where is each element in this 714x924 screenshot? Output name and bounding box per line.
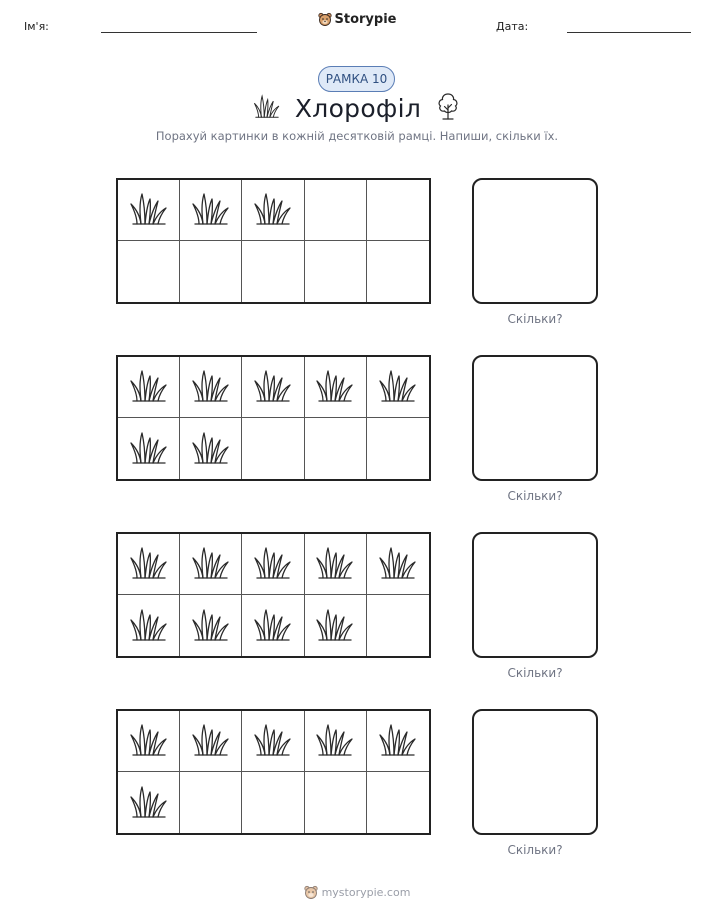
grass-icon [315,719,355,763]
name-line[interactable] [101,32,257,33]
grass-icon [315,604,355,648]
frame-cell [367,357,429,418]
frame-cell [180,241,242,302]
instructions: Порахуй картинки в кожній десятковій рамці. Напиши, скільки їх. [155,129,559,143]
grass-icon [129,188,169,232]
grass-icon [129,719,169,763]
grass-icon [253,604,293,648]
footer-site: mystorypie.com [321,886,411,899]
frame-cell [242,534,304,595]
grass-icon [253,719,293,763]
ten-frame-3 [116,532,431,658]
bear-icon [304,885,318,900]
grass-icon [315,542,355,586]
grass-icon [253,92,281,124]
frame-cell [118,772,180,833]
grass-icon [315,365,355,409]
grass-icon [129,781,169,825]
grass-icon [129,427,169,471]
grass-icon [191,188,231,232]
frame-cell [180,357,242,418]
grass-icon [191,719,231,763]
answer-box-3[interactable] [472,532,598,658]
frame-cell [118,357,180,418]
bear-icon [318,12,332,27]
frame-cell [242,418,304,479]
answer-box-1[interactable] [472,178,598,304]
how-many-label-3: Скільки? [507,666,563,680]
page-title: Хлорофіл [294,93,422,123]
frame-cell [180,595,242,656]
frame-cell [180,711,242,772]
answer-box-2[interactable] [472,355,598,481]
frame-cell [305,711,367,772]
answer-box-4[interactable] [472,709,598,835]
grass-icon [129,604,169,648]
frame-cell [367,595,429,656]
frame-cell [118,711,180,772]
how-many-label-4: Скільки? [507,843,563,857]
frame-cell [118,418,180,479]
frame-cell [305,595,367,656]
frame-cell [242,357,304,418]
date-line[interactable] [567,32,691,33]
how-many-label-2: Скільки? [507,489,563,503]
grass-icon [253,188,293,232]
frame-cell [180,534,242,595]
frame-cell [180,418,242,479]
frame-cell [242,180,304,241]
ten-frame-4 [116,709,431,835]
grass-icon [378,365,418,409]
frame-cell [242,711,304,772]
grass-icon [253,542,293,586]
grass-icon [378,542,418,586]
grass-icon [191,365,231,409]
how-many-label-1: Скільки? [507,312,563,326]
grass-icon [378,719,418,763]
grass-icon [191,427,231,471]
frame-cell [242,595,304,656]
frame-cell [367,241,429,302]
frame-cell [305,418,367,479]
frame-cell [180,772,242,833]
frame-cell [305,534,367,595]
frame-cell [242,241,304,302]
frame-cell [305,772,367,833]
grass-icon [129,542,169,586]
grass-icon [129,365,169,409]
footer [0,885,714,903]
frame-cell [305,357,367,418]
date-label: Дата: [496,20,529,33]
frame-badge: РАМКА 10 [318,66,395,92]
frame-cell [367,772,429,833]
brand-logo [0,12,714,31]
frame-cell [118,241,180,302]
grass-icon [191,542,231,586]
name-label: Ім'я: [24,20,49,33]
frame-cell [242,772,304,833]
frame-cell [118,180,180,241]
grass-icon [253,365,293,409]
frame-cell [118,595,180,656]
ten-frame-2 [116,355,431,481]
tree-icon [435,91,461,125]
frame-cell [118,534,180,595]
title-row [0,91,714,125]
frame-cell [367,711,429,772]
ten-frame-1 [116,178,431,304]
frame-cell [305,241,367,302]
frame-cell [367,534,429,595]
brand-name: Storypie [334,12,397,27]
frame-cell [180,180,242,241]
frame-cell [367,418,429,479]
frame-cell [367,180,429,241]
grass-icon [191,604,231,648]
frame-cell [305,180,367,241]
